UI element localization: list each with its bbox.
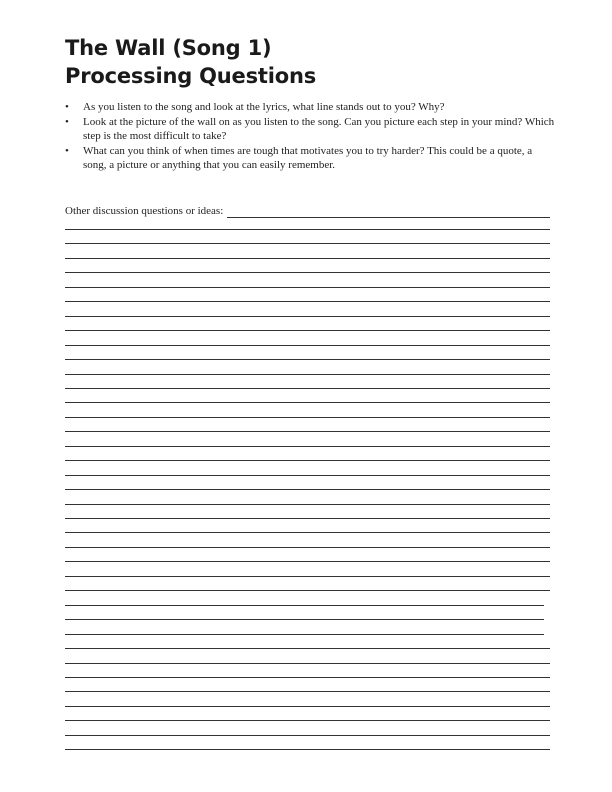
question-item [65,144,555,173]
writing-line[interactable] [65,749,550,750]
writing-line[interactable] [65,504,550,505]
question-text: What can you think of when times are tough that motivates you to try harder? This could be a quote, a song, a picture or anything that you can easily remember. [83,144,533,171]
writing-line[interactable] [65,735,550,736]
writing-line[interactable] [65,388,550,389]
bullet-icon: • [65,101,69,113]
question-text: Look at the picture of the wall on as you listen to the song. Can you picture each step in your mind? Which step is the most difficult to take? [83,115,555,142]
writing-line[interactable] [65,518,550,519]
writing-line[interactable] [65,345,550,346]
writing-line[interactable] [65,663,550,664]
writing-line[interactable] [65,460,550,461]
writing-line[interactable] [65,576,550,577]
writing-line[interactable] [65,258,550,259]
writing-line[interactable] [65,547,550,548]
other-ideas-label: Other discussion questions or ideas: [65,205,224,217]
question-item [65,100,555,115]
other-ideas-answer-line[interactable] [227,207,550,218]
writing-line[interactable] [65,287,550,288]
page-title [65,34,316,90]
writing-line[interactable] [65,720,550,721]
writing-line[interactable] [65,330,550,331]
writing-line[interactable] [65,446,550,447]
writing-line[interactable] [65,431,550,432]
writing-line[interactable] [65,648,550,649]
writing-line[interactable] [65,272,550,273]
writing-line[interactable] [65,316,550,317]
writing-line[interactable] [65,691,550,692]
writing-line[interactable] [65,301,550,302]
question-text: As you listen to the song and look at the lyrics, what line stands out to you? Why? [83,101,445,113]
bullet-icon: • [65,115,69,128]
writing-line[interactable] [65,402,550,403]
writing-line[interactable] [65,590,550,591]
question-item [65,115,555,144]
writing-line[interactable] [65,374,550,375]
title-line-1: The Wall (Song 1) [65,36,272,60]
question-list [65,100,555,173]
writing-line[interactable] [65,605,544,606]
writing-line[interactable] [65,243,550,244]
writing-line[interactable] [65,677,550,678]
writing-line[interactable] [65,706,550,707]
bullet-icon: • [65,144,69,157]
writing-line[interactable] [65,417,550,418]
writing-line[interactable] [65,489,550,490]
writing-line[interactable] [65,634,544,635]
writing-line[interactable] [65,229,550,230]
writing-line[interactable] [65,561,550,562]
writing-line[interactable] [65,475,550,476]
writing-line[interactable] [65,532,550,533]
other-ideas-row [65,204,550,218]
writing-line[interactable] [65,619,544,620]
title-line-2: Processing Questions [65,64,317,88]
writing-line[interactable] [65,359,550,360]
